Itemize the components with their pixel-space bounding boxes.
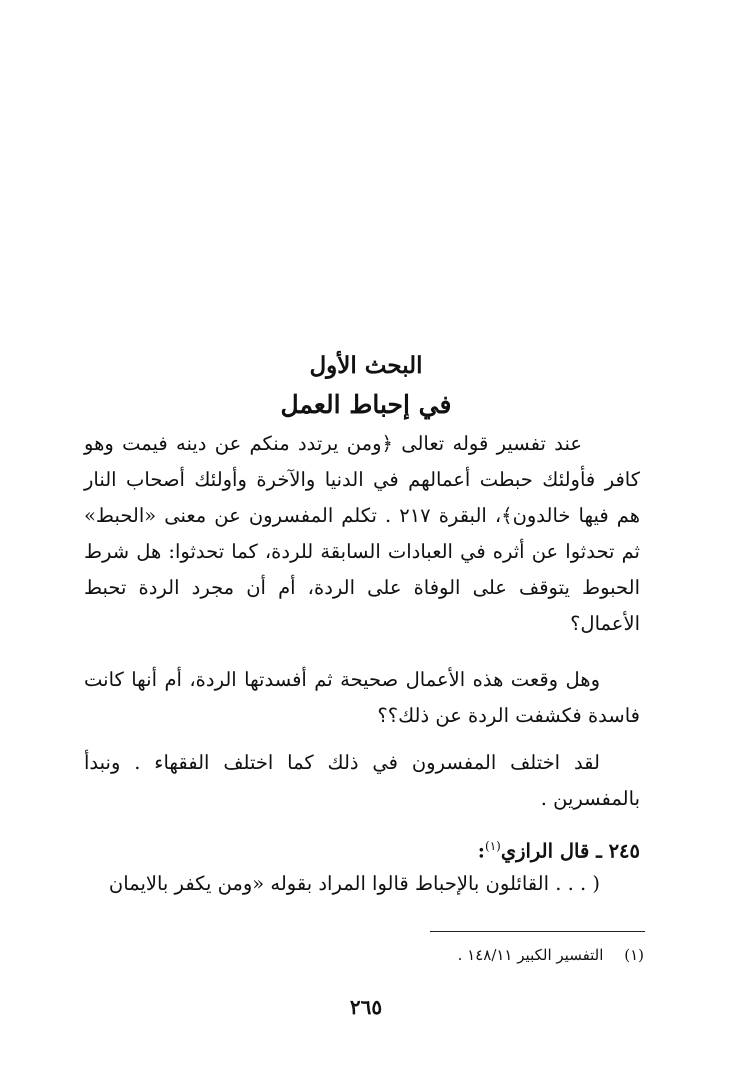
paragraph-2: وهل وقعت هذه الأعمال صحيحة ثم أفسدتها الردة، أم أنها كانت فاسدة فكشفت الردة عن ذلك؟؟ (84, 668, 640, 727)
footnote-number: (١) (624, 946, 644, 964)
footnote (300, 942, 644, 968)
footnote-reference: (١) (485, 839, 501, 853)
paragraph-1: عند تفسير قوله تعالى ﴿ومن يرتدد منكم عن دينه فيمت وهو كافر فأولئك حبطت أعمالهم في الدنيا والآخرة وأولئك أصحاب النار هم فيها خالدون﴾، البقرة ٢١٧ . تكلم المفسرون عن معنى «الحبط» ثم تحدثوا عن أثره في العبادات السابقة للردة، كما تحدثوا: هل شرط الحبوط يتوقف على الوفاة على الردة، أم أن مجرد الردة تحبط الأعمال؟ (84, 432, 640, 635)
quote-heading (84, 828, 640, 870)
page-number: ٢٦٥ (349, 995, 383, 1019)
quote-heading-colon: : (477, 839, 485, 863)
paragraph-3: لقد اختلف المفسرون في ذلك كما اختلف الفقهاء . ونبدأ بالمفسرين . (84, 751, 640, 810)
section-heading: البحث الأول (309, 352, 423, 379)
quote-heading-label: قال الرازي (500, 839, 590, 863)
footnote-divider (430, 931, 645, 932)
section-title: في إحباط العمل (280, 390, 452, 419)
footnote-text: التفسير الكبير ١٤٨/١١ . (457, 946, 604, 964)
quote-text: ( . . . القائلون بالإحباط قالوا المراد بقوله «ومن يكفر بالايمان (108, 872, 600, 895)
quote-heading-number: ٢٤٥ ـ (596, 839, 640, 863)
